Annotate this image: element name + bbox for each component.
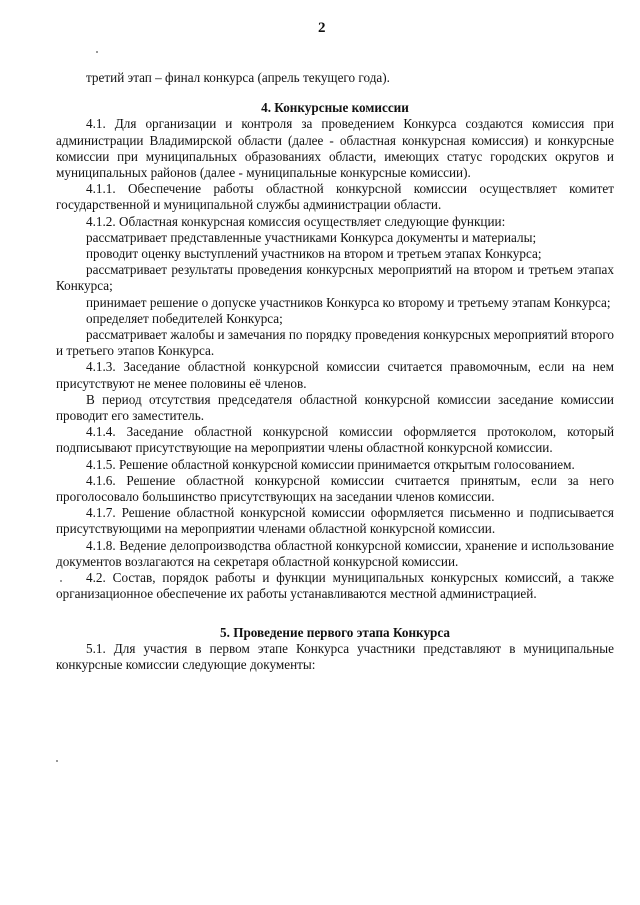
document-body (56, 70, 614, 673)
paragraph: 4.1.8. Ведение делопроизводства областной конкурсной комиссии, хранение и использование документов возлагаются на секретаря областной конкурсной комиссии. (56, 537, 614, 569)
paragraph: определяет победителей Конкурса; (86, 310, 283, 326)
section-heading-4: 4. Конкурсные комиссии (261, 100, 409, 116)
paragraph: 4.1.1. Обеспечение работы областной конкурсной комиссии осуществляет комитет государственной и муниципальной службы администрации области. (56, 181, 614, 213)
page-number: 2 (318, 20, 326, 36)
paragraph: рассматривает представленные участниками Конкурса документы и материалы; (86, 229, 537, 245)
paragraph: 4.1.5. Решение областной конкурсной комиссии принимается открытым голосованием. (86, 456, 575, 472)
paragraph: 4.1. Для организации и контроля за проведением Конкурса создаются комиссия при администрации Владимирской области (далее - областная конкурсная комиссия) и конкурсные комиссии при муниципальных образованиях области, имеющих статус городских округов и муниципальных районов (далее - муниципальные конкурсные комиссии). (56, 116, 614, 181)
scan-speck (60, 580, 62, 582)
paragraph: 4.1.3. Заседание областной конкурсной комиссии считается правомочным, если на нем присутствуют не менее половины её членов. (56, 359, 614, 391)
scan-speck (96, 51, 98, 53)
paragraph: 4.1.6. Решение областной конкурсной комиссии считается принятым, если за него проголосовало большинство присутствующих на заседании членов комиссии. (56, 472, 614, 505)
paragraph: 5.1. Для участия в первом этапе Конкурса участники представляют в муниципальные конкурсные комиссии следующие документы: (56, 640, 614, 672)
paragraph: 4.2. Состав, порядок работы и функции муниципальных конкурсных комиссий, а также организационное обеспечение их работы устанавливаются местной администрацией. (56, 570, 614, 602)
paragraph: принимает решение о допуске участников Конкурса ко второму и третьему этапам Конкурса; (86, 294, 611, 310)
paragraph: третий этап – финал конкурса (апрель текущего года). (86, 70, 390, 85)
paragraph: проводит оценку выступлений участников на втором и третьем этапах Конкурса; (86, 246, 542, 262)
paragraph: В период отсутствия председателя областной конкурсной комиссии заседание комиссии проводит его заместитель. (56, 391, 614, 424)
scan-speck (56, 760, 58, 762)
paragraph: 4.1.7. Решение областной конкурсной комиссии оформляется письменно и подписывается присутствующими на мероприятии членами областной конкурсной комиссии. (56, 505, 614, 537)
paragraph: 4.1.2. Областная конкурсная комиссия осуществляет следующие функции: (86, 213, 506, 229)
paragraph: рассматривает жалобы и замечания по порядку проведения конкурсных мероприятий второго и третьего этапов Конкурса. (56, 327, 614, 359)
paragraph: 4.1.4. Заседание областной конкурсной комиссии оформляется протоколом, который подписывают присутствующие на мероприятии члены областной конкурсной комиссии. (56, 424, 614, 456)
paragraph: рассматривает результаты проведения конкурсных мероприятий на втором и третьем этапах Конкурса; (56, 262, 614, 294)
section-heading-5: 5. Проведение первого этапа Конкурса (220, 624, 450, 640)
